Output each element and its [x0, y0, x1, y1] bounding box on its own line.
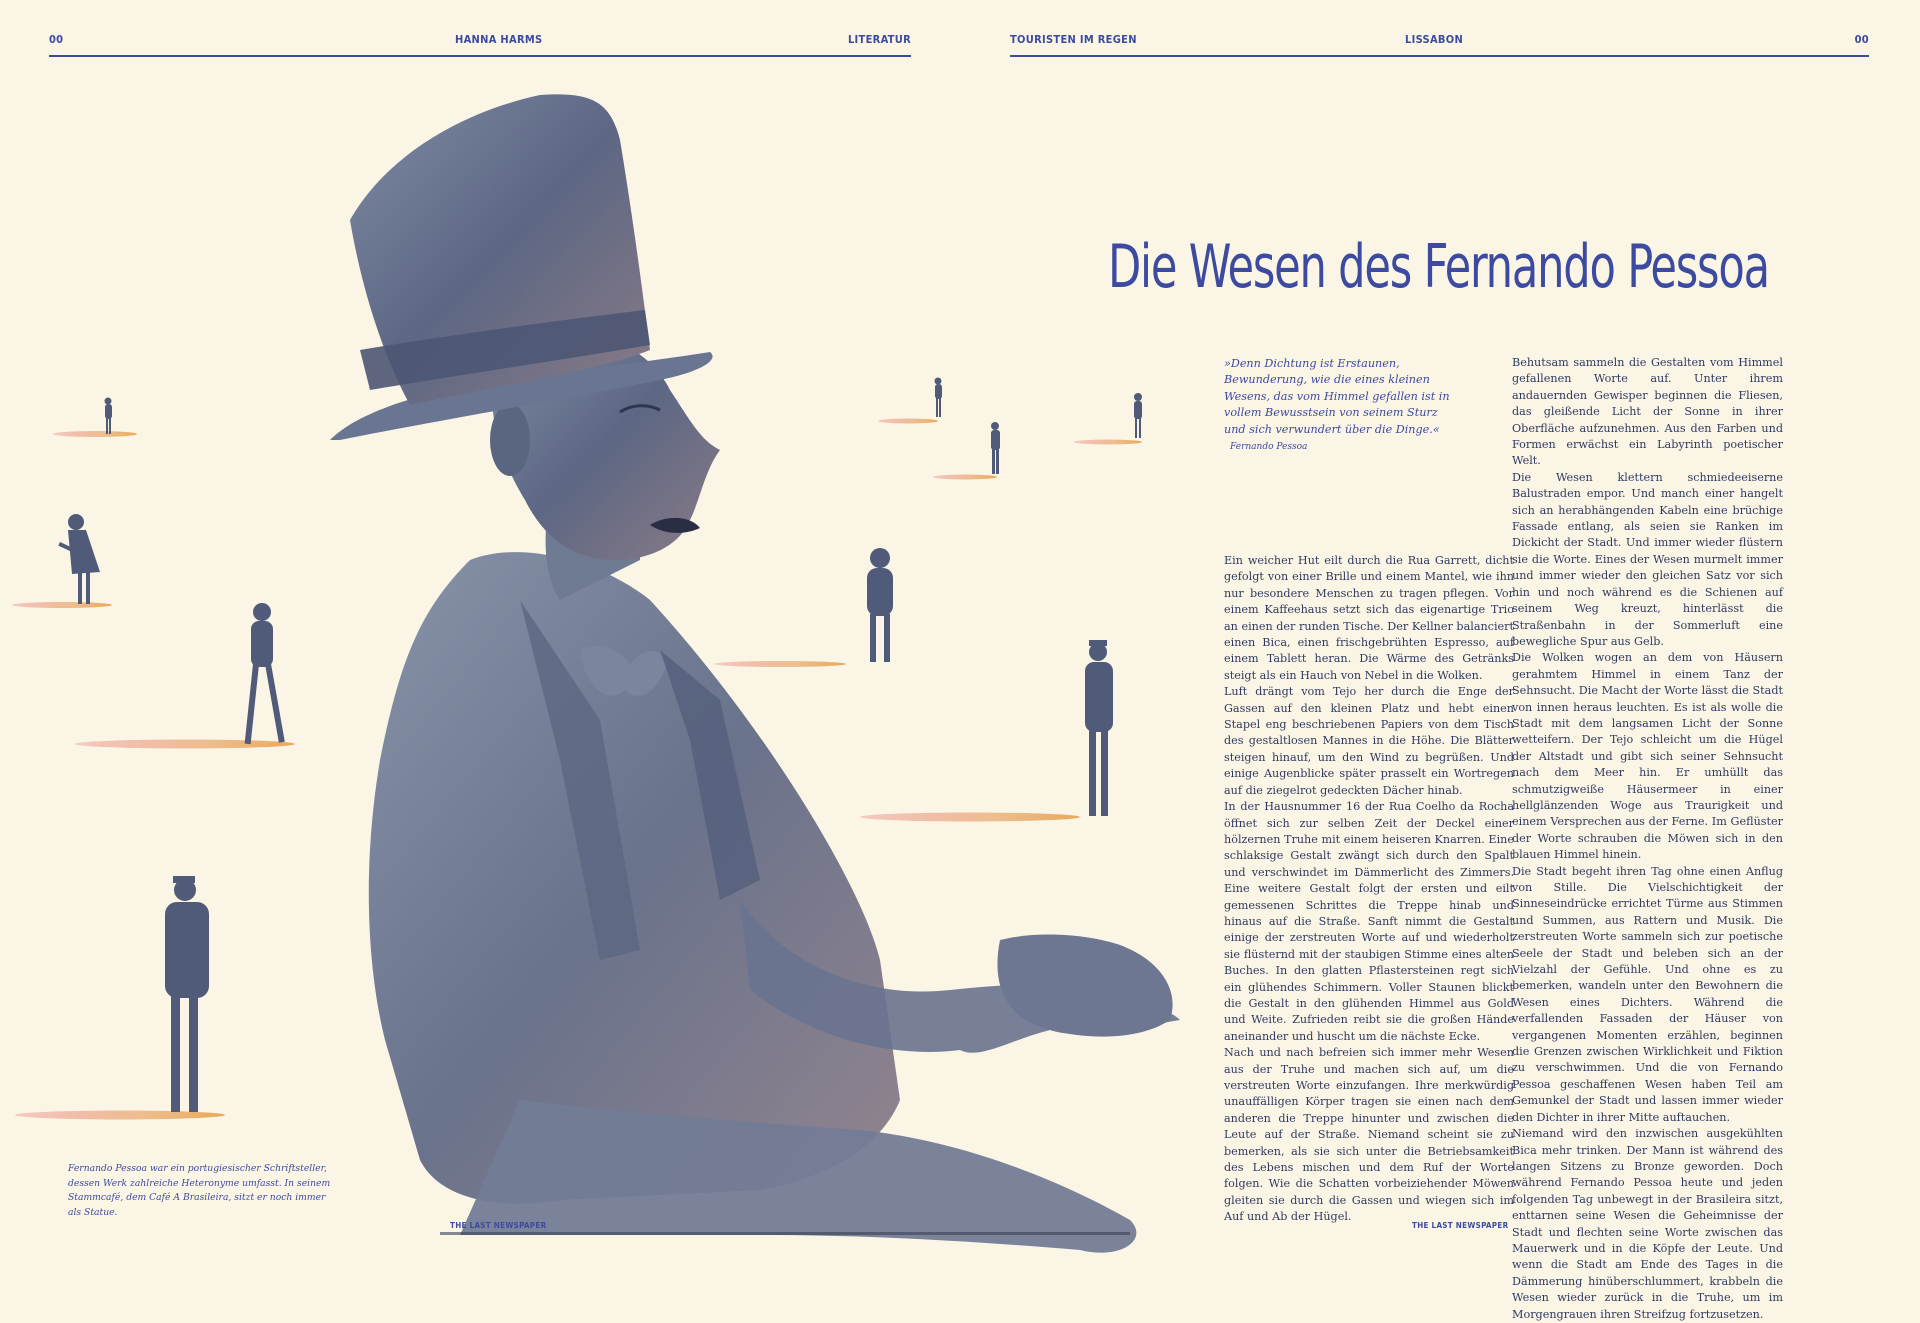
paragraph: Nach und nach befreien sich immer mehr Wesen aus der Truhe und machen sich auf, um die verstreuten Worte einzufangen. Ihre merkwürdig unauffälligen Körper tragen sie einen nach dem anderen die Treppe hinunter und zwischen die Leute auf der Straße. Niemand scheint sie zu bemerken, als sie sich unter die Betriebsamkeit des Lebens mischen und dem Ruf der Worte folgen. Wie die Schatten vorbeiziehender Möwen gleiten sie durch die Gassen und wiegen sich im Auf und Ab der Hügel. [1224, 1046, 1514, 1224]
pessoa-statue [330, 94, 1180, 1252]
pull-quote-attribution: Fernando Pessoa [1230, 442, 1308, 453]
paragraph: Luft drängt vom Tejo her durch die Enge der Gassen auf den kleinen Platz und hebt einen Stapel eng beschriebenen Papiers von dem Tisch des gestaltlosen Mannes in die Höhe. Die Blätter steigen hinauf, um den Wind zu begrüßen. Und einige Augenblicke später prasselt ein Wortregen auf die ziegelrot gedeckten Dächer hinab. [1224, 685, 1514, 797]
paragraph: Ein weicher Hut eilt durch die Rua Garrett, dicht gefolgt von einer Brille und einem Mantel, wie ihn nur besondere Menschen zu tragen pflegen. Vor einem Kaffeehaus setzt sich das eigenartige Trio an einen der runden Tische. Der Kellner balanciert einen Bica, einen frischgebrühten Espresso, auf einem Tablett heran. Die Wärme des Getränks steigt als ein Hauch von Nebel in die Wolken. [1224, 554, 1514, 682]
author-name: HANNA HARMS [455, 33, 543, 46]
section-label: LITERATUR [847, 33, 911, 46]
article-column-2 [1512, 355, 1783, 1323]
paragraph: Niemand wird den inzwischen ausgekühlten Bica mehr trinken. Der Mann ist während des langen Sitzens zu Bronze geworden. Doch während Fernando Pessoa heute und jeden folgenden Tag unbewegt in der Brasileira sitzt, enttarnen seine Wesen die Geheimnisse der Stadt und flechten seine Worte zwischen das Mauerwerk und in die Köpfe der Leute. Und wenn die Stadt am Ende des Tages in die Dämmerung hinüberschlummert, krabbeln die Wesen wieder zurück in die Truhe, um im Morgengrauen ihren Streifzug fortzusetzen. [1512, 1127, 1783, 1321]
article-column-1 [1224, 553, 1514, 1226]
kicker-label: TOURISTEN IM REGEN [1010, 33, 1137, 46]
paragraph: Die Wesen klettern schmiedeeiserne Balustraden empor. Und manch einer hangelt sich an herabhängenden Kabeln eine brüchige Fassade entlang, als seien sie Ranken im Dickicht der Stadt. Und immer wieder flüstern sie die Worte. Eines der Wesen murmelt immer und immer wieder den gleichen Satz vor sich hin und noch während es die Schienen auf seinem Weg kreuzt, hinterlässt die Straßenbahn in der Sommerluft eine bewegliche Spur aus Gelb. [1512, 470, 1783, 648]
footer-right: THE LAST NEWSPAPER [1412, 1221, 1509, 1230]
paragraph: Die Stadt begeht ihren Tag ohne einen Anflug von Stille. Die Vielschichtigkeit der Sinneseindrücke errichtet Türme aus Stimmen und Summen, aus Rattern und Musik. Die zerstreuten Worte sammeln sich zur poetische Seele der Stadt und beleben sich an der Vielzahl der Gefühle. Und ohne es zu bemerken, wandeln unter den Bewohnern die Wesen eines Dichters. Während die verfallenden Fassaden der Häuser von vergangenen Momenten erzählen, beginnen die Grenzen zwischen Wirklichkeit und Fiktion zu verschwimmen. Und die von Fernando Pessoa geschaffenen Wesen haben Teil am Gemunkel der Stadt und lassen immer wieder den Dichter in ihrer Mitte auftauchen. [1512, 864, 1783, 1124]
pull-quote [1224, 356, 1452, 455]
article-title: Die Wesen des Fernando Pessoa [1108, 232, 1769, 302]
page-number-right: 00 [1854, 33, 1869, 46]
paragraph: Behutsam sammeln die Gestalten vom Himmel gefallenen Worte auf. Unter ihrem andauernden Gewisper beginnen die Fliesen, das gleißende Licht der Sonne in ihrer Oberfläche aufzunehmen. Aus den Farben und Formen erwächst ein Labyrinth poetischer Welt. [1512, 356, 1783, 468]
paragraph: Die Wolken wogen an dem von Häusern gerahmtem Himmel in einem Tanz der Sehnsucht. Die Macht der Worte lässt die Stadt von innen heraus leuchten. Es ist als wolle die Stadt mit dem langsamen Licht der Sonne wetteifern. Der Tejo schleicht um die Hügel der Altstadt und gibt sich seiner Sehnsucht nach dem Meer hin. Er umhüllt das schmutzigweiße Häusermeer in einer hellglänzenden Woge aus Traurigkeit und einem Versprechen aus der Ferne. Im Geflüster der Worte schrauben die Möwen sich in den blauen Himmel hinein. [1512, 651, 1783, 862]
city-label: LISSABON [1405, 33, 1464, 46]
image-caption: Fernando Pessoa war ein portugiesischer Schriftsteller, dessen Werk zahlreiche Heteronyme umfasst. In seinem Stammcafé, dem Café A Brasileira, sitzt er noch immer als Statue. [68, 1163, 331, 1218]
page-number-left: 00 [49, 33, 64, 46]
paragraph: In der Hausnummer 16 der Rua Coelho da Rocha öffnet sich zur selben Zeit der Deckel einer hölzernen Truhe mit einem heiseren Knarren. Eine schlaksige Gestalt zwängt sich durch den Spalt und verschwindet im Dämmerlicht des Zimmers. Eine weitere Gestalt folgt der ersten und eilt gemessenen Schrittes die Treppe hinab und hinaus auf die Straße. Sanft nimmt die Gestalt einige der zerstreuten Worte auf und wiederholt sie flüsternd mit der staubigen Stimme eines alten Buches. In den glatten Pflastersteinen regt sich ein glühendes Schimmern. Voller Staunen blickt die Gestalt in den glühenden Himmel aus Gold und Weite. Zufrieden reibt sie die großen Hände aneinander und huscht um die nächste Ecke. [1224, 800, 1514, 1043]
pull-quote-text: »Denn Dichtung ist Erstaunen, Bewunderung, wie die eines kleinen Wesens, das vom Himmel gefallen ist in vollem Bewusstsein von seinem Sturz und sich verwundert über die Dinge.« [1224, 357, 1450, 436]
footer-left: THE LAST NEWSPAPER [450, 1221, 547, 1230]
